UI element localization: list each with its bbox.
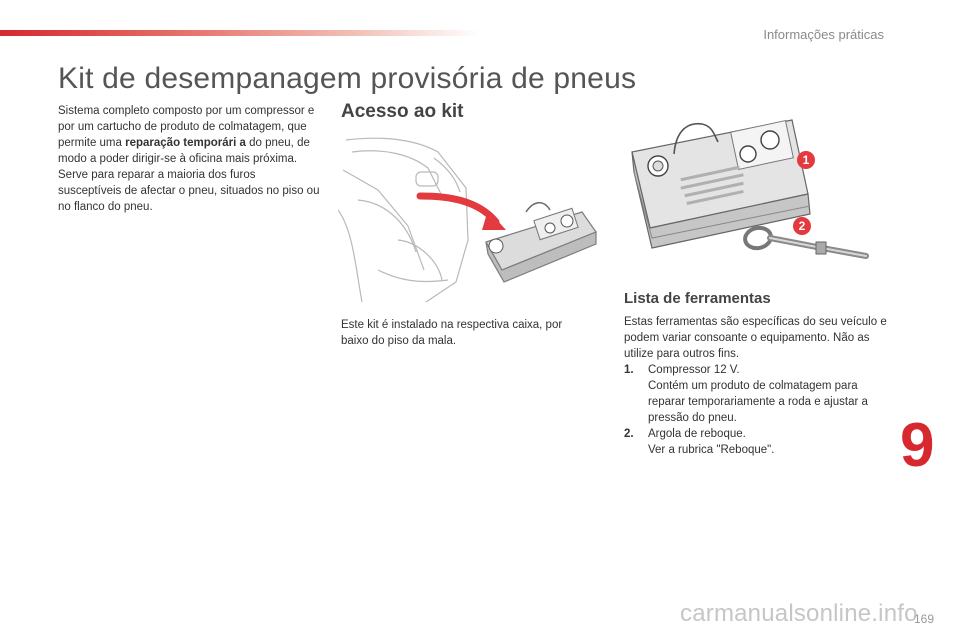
- tool-item-detail: Ver a rubrica "Reboque".: [648, 444, 775, 456]
- intro-text-p2: Serve para reparar a maioria dos furos susceptíveis de afectar o pneu, situados no piso ou no flanco do pneu.: [58, 169, 320, 213]
- intro-text-part-a: Sistema completo composto por um compressor e por um cartucho de produto de colmatagem, que permite uma: [58, 105, 315, 149]
- chapter-number: 9: [900, 411, 935, 480]
- tools-list: [624, 314, 889, 458]
- intro-text: [58, 103, 320, 215]
- intro-text-part-b: do pneu, de modo a poder dirigir-se à oficina mais próxima.: [58, 137, 310, 165]
- tool-item-compressor: [624, 362, 889, 426]
- access-heading: Acesso ao kit: [341, 101, 464, 122]
- tool-item-detail: Contém um produto de colmatagem para reparar temporariamente a roda e ajustar a pressão do pneu.: [648, 380, 868, 424]
- access-caption: Este kit é instalado na respectiva caixa, por baixo do piso da mala.: [341, 319, 563, 347]
- tools-intro: Estas ferramentas são específicas do seu veículo e podem variar consoante o equipamento. Não as utilize para outros fins.: [624, 316, 887, 360]
- tool-item-towing-eye: [624, 426, 889, 458]
- tool-item-title: Compressor 12 V.: [648, 364, 740, 376]
- page-number: 169: [913, 612, 934, 626]
- trunk-kit-illustration: [338, 130, 602, 305]
- callout-1: 1: [802, 153, 810, 167]
- page-title: Kit de desempanagem provisória de pneus: [58, 62, 637, 95]
- tools-heading: Lista de ferramentas: [624, 290, 771, 307]
- repair-kit-illustration: [622, 110, 884, 280]
- tool-item-number: 1.: [624, 364, 634, 376]
- section-title: Informações práticas: [763, 27, 884, 42]
- watermark: carmanualsonline.info: [680, 600, 918, 627]
- tool-item-number: 2.: [624, 428, 634, 440]
- header-accent-bar: [0, 30, 480, 36]
- tool-item-title: Argola de reboque.: [648, 428, 746, 440]
- callout-2: 2: [798, 219, 806, 233]
- intro-text-bold: reparação temporári a: [125, 137, 246, 149]
